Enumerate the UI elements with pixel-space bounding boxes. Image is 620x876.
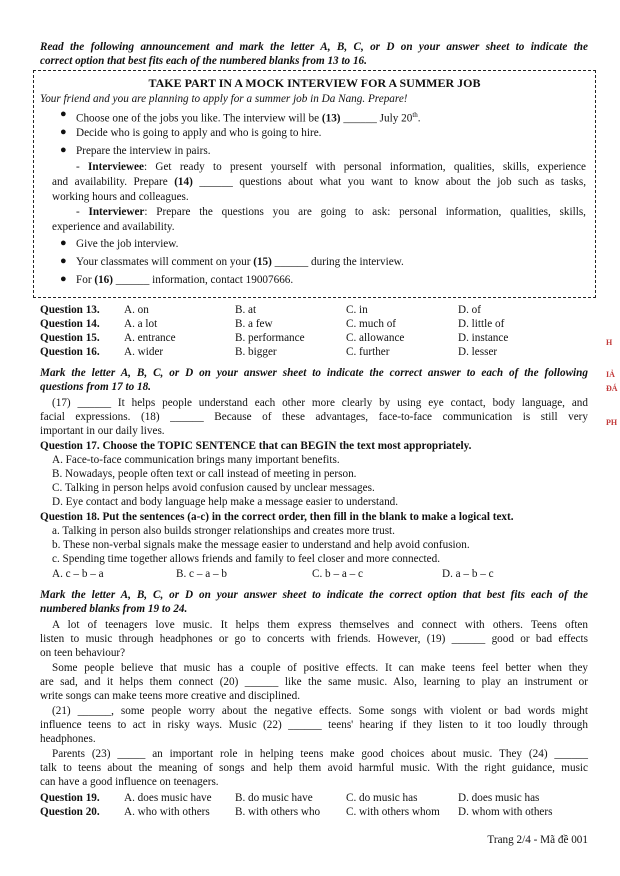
question-number: Question 19. [40,792,100,804]
q18-sentence-c: c. Spending time together allows friends and family to feel closer and more connected. [52,553,441,565]
passage-p2-line2: are sad, and it helps them connect (20) ______ like the same music. Also, learning to play an instrument or [40,676,588,688]
passage-p2-line1: Some people believe that music has a couple of positive effects. It can make teens feel better when they [52,662,588,674]
option-b[interactable]: B. performance [235,332,305,344]
interviewer-line2: experience and availability. [52,221,175,233]
option-a[interactable]: A. entrance [124,332,176,344]
text-17-line1: (17) ______ It helps people understand each other more clearly by using eye contact, body language, and [52,397,588,409]
option-c[interactable]: C. much of [346,318,397,330]
interviewee-line3: working hours and colleagues. [52,191,189,203]
q18-sentence-b: b. These non-verbal signals make the message easier to understand and help avoid confusion. [52,539,470,551]
option-d[interactable]: D. a – b – c [442,568,494,580]
option-c[interactable]: C. do music has [346,792,418,804]
question-number: Question 14. [40,318,100,330]
bullet-3: Prepare the interview in pairs. [76,145,211,157]
q17-option-b[interactable]: B. Nowadays, people often text or call instead of meeting in person. [52,468,357,480]
option-c[interactable]: C. in [346,304,368,316]
bullet-6: For (16) ______ information, contact 19007666. [76,274,294,286]
text-17-line3: important in our daily lives. [40,425,165,437]
passage-p3-line2: influence teens to act in risky ways. Music (22) ______ teens' hearing if they listen to it too loudly through [40,719,588,731]
option-c[interactable]: C. further [346,346,390,358]
passage-p2-line3: write songs can make teens more creative and disciplined. [40,690,301,702]
option-b[interactable]: B. bigger [235,346,277,358]
announcement-intro: Your friend and you are planning to apply for a summer job in Da Nang. Prepare! [40,93,408,105]
instruction-19-24-line1: Mark the letter A, B, C, or D on your answer sheet to indicate the correct option that best fits each of the [40,589,588,601]
option-c[interactable]: C. allowance [346,332,405,344]
option-d[interactable]: D. lesser [458,346,498,358]
interviewer-line1: - Interviewer: Prepare the questions you are going to ask: personal information, qualities, skills, [76,206,586,218]
interviewee-line2: and availability. Prepare (14) ______ questions about what you want to know about the job such as tasks, [52,176,586,188]
instruction-13-16-line2: correct option that best fits each of the numbered blanks from 13 to 16. [40,55,367,67]
passage-p4-line2: talk to teens about the meaning of songs and help them avoid harmful music. With the right guidance, music [40,762,588,774]
bullet-icon: ● [60,144,67,156]
passage-p1-line3: on teen behaviour? [40,647,126,659]
bullet-icon: ● [60,237,67,249]
option-b[interactable]: B. at [235,304,257,316]
question-number: Question 16. [40,346,100,358]
option-d[interactable]: D. whom with others [458,806,553,818]
edge-mark: IẢ [606,370,615,379]
passage-p3-line1: (21) ______, some people worry about the negative effects. Some songs with violent or bad words might [52,705,588,717]
option-b[interactable]: B. with others who [235,806,321,818]
q18-sentence-a: a. Talking in person also builds stronger relationships and creates more trust. [52,525,395,537]
page-footer: Trang 2/4 - Mã đề 001 [487,834,588,846]
q17-option-d[interactable]: D. Eye contact and body language help make a message easier to understand. [52,496,399,508]
passage-p3-line3: headphones. [40,733,96,745]
option-d[interactable]: D. of [458,304,481,316]
q17-option-a[interactable]: A. Face-to-face communication brings many important benefits. [52,454,340,466]
option-b[interactable]: B. do music have [235,792,313,804]
bullet-icon: ● [60,273,67,285]
edge-mark: PH [606,418,618,427]
passage-p1-line2: listen to music through headphones or go to concerts with friends. However, (19) ______ good or bad effects [40,633,588,645]
passage-p4-line3: can have a good influence on teenagers. [40,776,219,788]
question-number: Question 20. [40,806,100,818]
bullet-icon: ● [60,108,67,120]
edge-mark: H [606,338,613,347]
question-17-heading: Question 17. Choose the TOPIC SENTENCE that can BEGIN the text most appropriately. [40,440,472,452]
question-number: Question 15. [40,332,100,344]
interviewee-line1: - Interviewee: Get ready to present yourself with personal information, qualities, skills, experience [76,161,586,173]
announcement-title: TAKE PART IN A MOCK INTERVIEW FOR A SUMMER JOB [148,76,481,90]
question-18-heading: Question 18. Put the sentences (a-c) in the correct order, then fill in the blank to make a logical text. [40,511,514,523]
option-a[interactable]: A. who with others [124,806,210,818]
option-a[interactable]: A. does music have [124,792,212,804]
option-a[interactable]: A. c – b – a [52,568,104,580]
option-d[interactable]: D. little of [458,318,505,330]
option-c[interactable]: C. b – a – c [312,568,363,580]
option-d[interactable]: D. instance [458,332,509,344]
question-number: Question 13. [40,304,100,316]
instruction-19-24-line2: numbered blanks from 19 to 24. [40,603,188,615]
text-17-line2: facial expressions. (18) ______ Because of these advantages, face-to-face communication is still very [40,411,588,423]
passage-p4-line1: Parents (23) _____ an important role in helping teens make good choices about music. They (24) ______ [52,748,588,760]
option-d[interactable]: D. does music has [458,792,540,804]
q17-option-c[interactable]: C. Talking in person helps avoid confusion caused by unclear messages. [52,482,375,494]
edge-mark: ĐÁ [606,384,618,393]
bullet-5: Your classmates will comment on your (15) ______ during the interview. [76,256,404,268]
bullet-2: Decide who is going to apply and who is going to hire. [76,127,322,139]
option-a[interactable]: A. wider [124,346,164,358]
instruction-13-16-line1: Read the following announcement and mark the letter A, B, C, or D on your answer sheet to indicate the [40,41,588,53]
instruction-17-18-line2: questions from 17 to 18. [40,381,151,393]
bullet-1: Choose one of the jobs you like. The interview will be (13) ______ July 20th. [76,111,421,125]
option-a[interactable]: A. on [124,304,149,316]
option-b[interactable]: B. c – a – b [176,568,227,580]
bullet-4: Give the job interview. [76,238,179,250]
instruction-17-18-line1: Mark the letter A, B, C, or D on your answer sheet to indicate the correct answer to each of the following [40,367,588,379]
option-a[interactable]: A. a lot [124,318,158,330]
option-c[interactable]: C. with others whom [346,806,440,818]
option-b[interactable]: B. a few [235,318,273,330]
bullet-icon: ● [60,255,67,267]
passage-p1-line1: A lot of teenagers love music. It helps them express themselves and connect with others. Teens often [52,619,588,631]
bullet-icon: ● [60,126,67,138]
